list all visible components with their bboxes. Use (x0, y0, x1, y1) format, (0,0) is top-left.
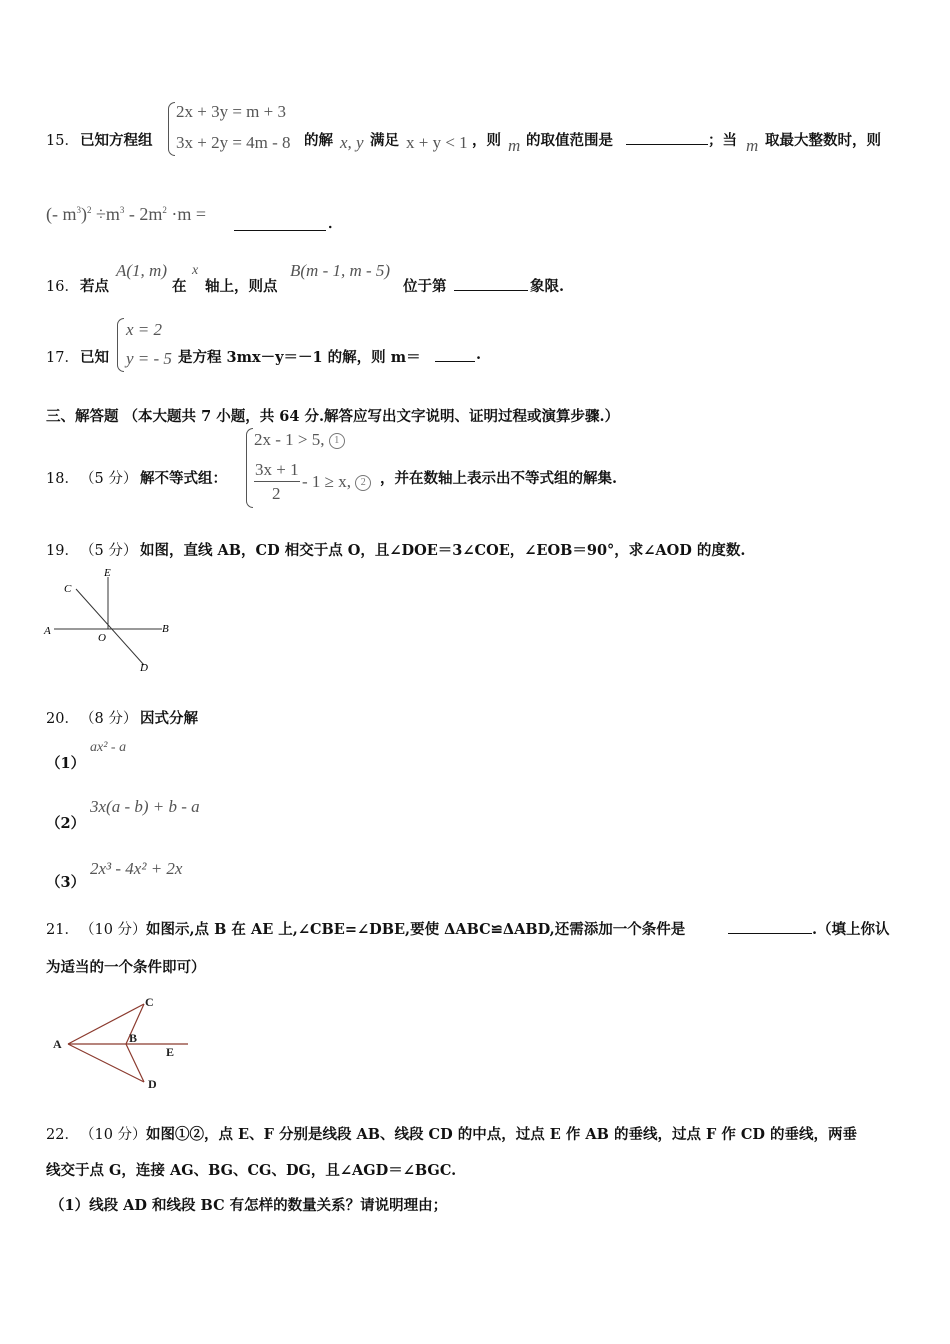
label-c: C (145, 995, 154, 1009)
q20-item2-label: （2） (46, 815, 86, 832)
q22-line2: 线交于点 G，连接 AG、BG、CG、DG，且∠AGD＝∠BGC. (46, 1162, 457, 1179)
q16-text-on: 在 (172, 278, 187, 295)
q17-eq2: y = - 5 (126, 349, 172, 368)
q16-lead: 若点 (80, 278, 109, 295)
line-ad (68, 1044, 144, 1082)
q15-m1: m (508, 136, 521, 155)
q16-number: 16． (46, 279, 79, 295)
q15-eq2: 3x + 2y = 4m - 8 (176, 133, 291, 152)
circled-1-icon: 1 (329, 433, 345, 449)
q17-number: 17． (46, 350, 79, 366)
q19-score: （5 分） (80, 543, 138, 559)
q15-text-solution: 的解 (304, 132, 333, 149)
q18-score: （5 分） (80, 471, 138, 487)
q15-m2: m (746, 136, 759, 155)
q15-text-range: 的取值范围是 (526, 132, 613, 149)
line-cd (76, 589, 144, 665)
q18-ineq1: 2x - 1 > 5, 1 (254, 430, 345, 450)
q20-item3-expr: 2x³ - 4x² + 2x (90, 859, 183, 878)
q15-number: 15． (46, 133, 79, 149)
q21-figure (48, 992, 198, 1092)
q15-lead: 已知方程组 (80, 132, 153, 149)
q18-lead: 解不等式组： (140, 470, 227, 487)
q22-score: （10 分） (80, 1127, 147, 1143)
q15-text-max: 取最大整数时，则 (765, 132, 881, 149)
q22-sub1: （1）线段 AD 和线段 BC 有怎样的数量关系？请说明理由； (50, 1197, 448, 1214)
q16-text-loc: 位于第 (403, 278, 447, 295)
q15-blank2[interactable] (234, 216, 326, 231)
label-b: B (162, 623, 169, 635)
section3-title: 三、解答题 （本大题共 7 小题，共 64 分.解答应写出文字说明、证明过程或演算步骤.） (46, 408, 620, 425)
line-bd (126, 1044, 144, 1082)
q17-brace (117, 318, 124, 372)
label-d: D (148, 1077, 157, 1091)
q18-num2: 3x + 1 (255, 460, 299, 479)
q21-text1: 如图示,点 B 在 AE 上,∠CBE=∠DBE,要使 ΔABC≌ΔABD,还需添加一个条件是 (146, 921, 686, 938)
label-b: B (129, 1031, 138, 1045)
q18-ineq2: - 1 ≥ x, 2 (302, 472, 371, 492)
q15-brace (168, 102, 175, 156)
q21-text3: 为适当的一个条件即可） (46, 959, 206, 976)
q15-text-satisfy: 满足 (370, 132, 399, 149)
q15-text-when: ；当 (708, 132, 737, 149)
q18-number: 18． (46, 471, 79, 487)
q22-number: 22． (46, 1127, 79, 1143)
label-a: A (44, 625, 51, 637)
q20-item2-expr: 3x(a - b) + b - a (90, 797, 200, 816)
q18-fraction-line (254, 481, 300, 482)
q20-item3-label: （3） (46, 874, 86, 891)
q15-blank1[interactable] (626, 130, 708, 145)
label-e: E (104, 567, 111, 579)
q17-blank[interactable] (435, 347, 475, 362)
q18-brace (246, 428, 253, 508)
label-a: A (53, 1037, 62, 1051)
q21-blank[interactable] (728, 919, 812, 934)
q19-figure (40, 565, 180, 675)
q20-item1-label: （1） (46, 755, 86, 772)
q15-expression: (- $m^3)^2 \div m^3 - 2m^2 \cdot m$ = (46, 204, 207, 224)
label-o: O (98, 632, 106, 644)
q16-axis: x (192, 263, 199, 278)
q15-text-then: ，则 (472, 132, 501, 149)
q21-text2: .（填上你认 (812, 921, 890, 938)
q16-text-end: 象限. (530, 278, 565, 295)
q16-text-axis: 轴上，则点 (205, 278, 278, 295)
q17-end: . (476, 346, 482, 363)
q15-cond: x + y < 1 (406, 133, 468, 152)
q15-eq1: 2x + 3y = m + 3 (176, 102, 286, 121)
q20-number: 20． (46, 711, 79, 727)
q19-text: 如图，直线 AB，CD 相交于点 O，且∠DOE＝3∠COE，∠EOB＝90°，求∠AOD 的度数. (140, 542, 746, 559)
q16-point-a: A(1, m) (116, 261, 167, 280)
q15-vars: x, y (340, 133, 364, 152)
q20-item1-expr: ax² - a (90, 740, 127, 755)
q16-blank[interactable] (454, 276, 528, 291)
q19-number: 19． (46, 543, 79, 559)
q22-line1: 如图①②，点 E、F 分别是线段 AB、线段 CD 的中点，过点 E 作 AB 的垂线，过点 F 作 CD 的垂线，两垂 (146, 1126, 858, 1143)
q18-tail: ，并在数轴上表示出不等式组的解集. (380, 470, 618, 487)
label-d: D (140, 662, 148, 674)
q17-lead: 已知 (80, 349, 109, 366)
q20-score: （8 分） (80, 711, 138, 727)
label-e: E (166, 1045, 175, 1059)
q18-den2: 2 (272, 484, 281, 503)
q17-text: 是方程 3mx－y＝－1 的解，则 m＝ (178, 349, 421, 366)
label-c: C (64, 583, 72, 595)
q21-score: （10 分） (80, 922, 147, 938)
q16-point-b: B(m - 1, m - 5) (290, 261, 391, 280)
q20-title: 因式分解 (140, 710, 198, 727)
q17-eq1: x = 2 (126, 320, 163, 339)
q15-end: ． (328, 215, 343, 232)
circled-2-icon: 2 (355, 475, 371, 491)
q21-number: 21． (46, 922, 79, 938)
